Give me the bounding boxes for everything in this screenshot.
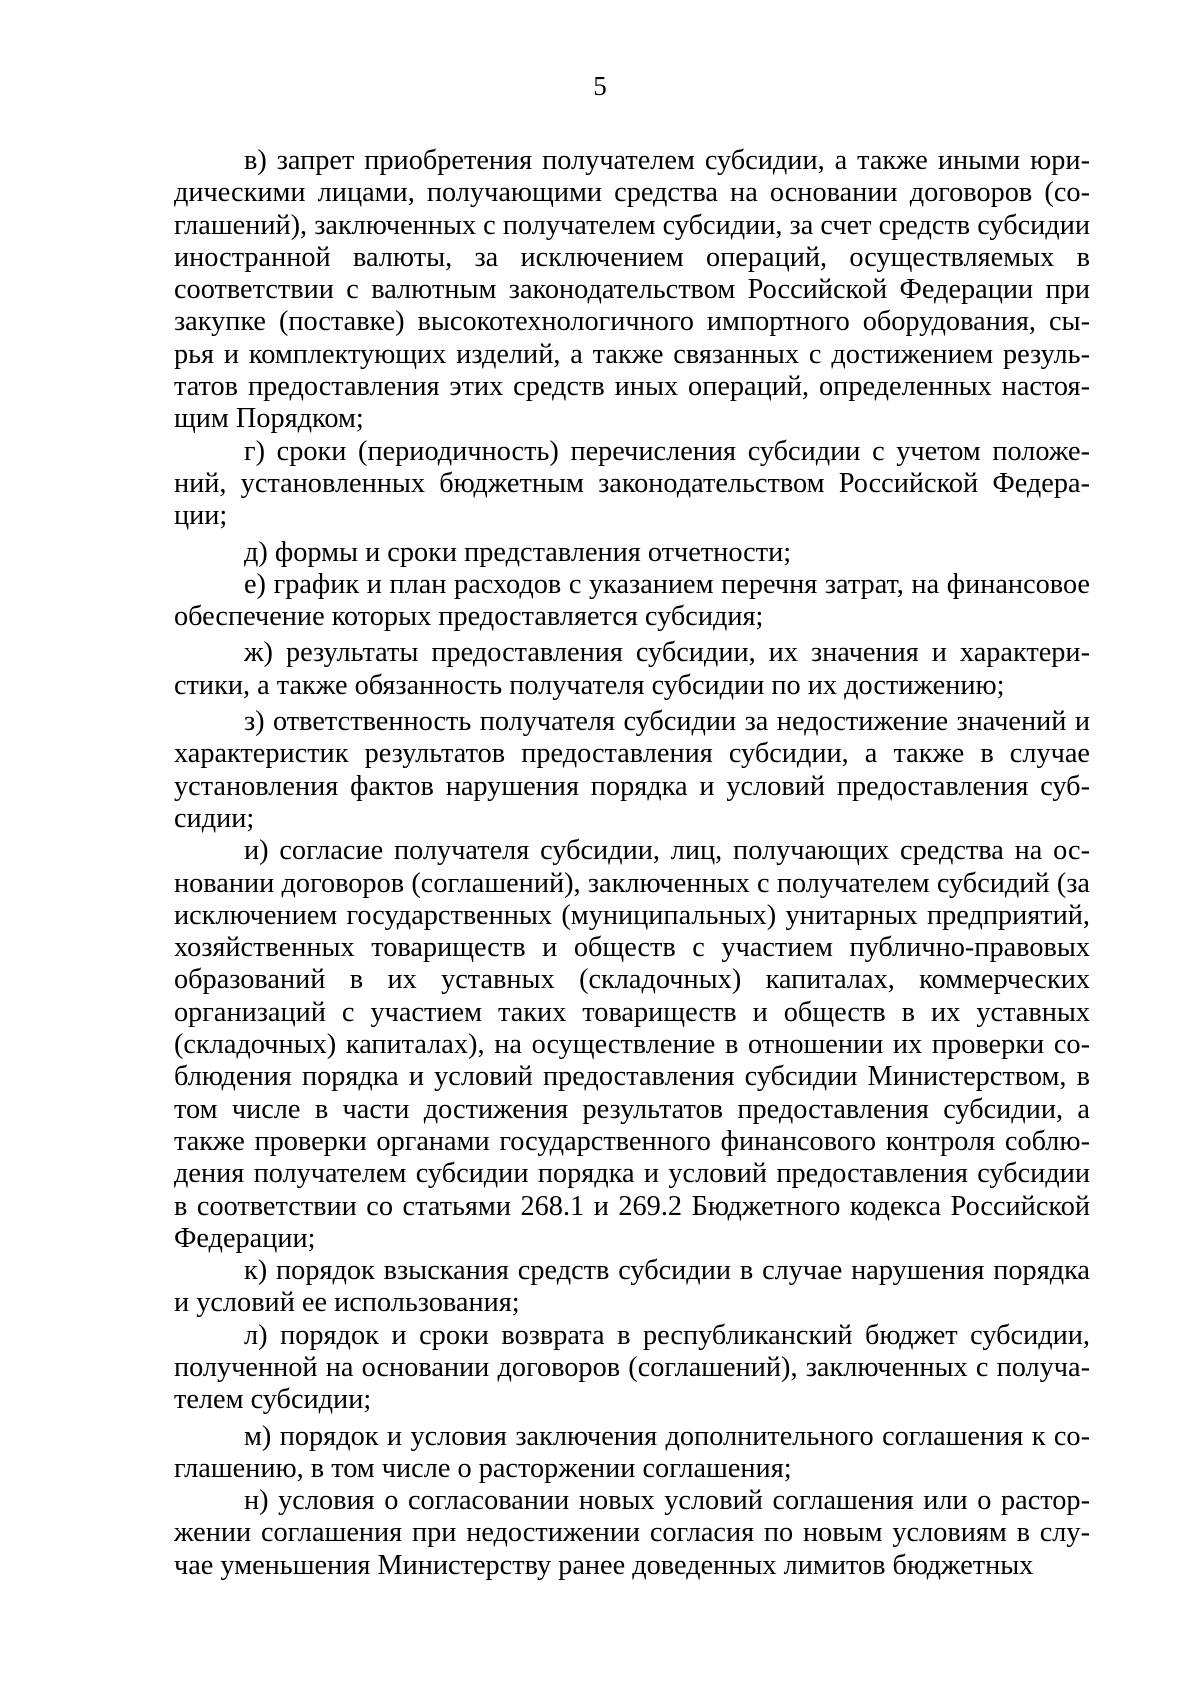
paragraph-d: д) формы и сроки представления отчетности; (244, 536, 792, 568)
paragraph-zh: ж) результаты предоставления субсидии, их значения и характеристики, а также обязанность получателя субсидии по их достижению; (174, 637, 1090, 701)
paragraph-l: л) порядок и сроки возврата в республиканский бюджет субсидии, полученной на основании договоров (соглашений), заключенных с получателем субсидии; (174, 1319, 1090, 1416)
paragraph-z: з) ответственность получателя субсидии за недостижение значений и характеристик результатов предоставления субсидии, а также в случае установления фактов нарушения порядка и условий предоставления субсидии; (174, 706, 1090, 834)
paragraph-n: н) условия о согласовании новых условий соглашения или о расторжении соглашения при недостижении согласия по новым условиям в случае уменьшения Министерству ранее доведенных лимитов бюджетных (174, 1485, 1090, 1581)
document-body (174, 145, 1090, 1582)
paragraph-g: г) сроки (периодичность) перечисления субсидии с учетом положений, установленных бюджетным законодательством Российской Федерации; (174, 435, 1090, 532)
paragraph-v: в) запрет приобретения получателем субсидии, а также иными юридическими лицами, получающими средства на основании договоров (соглашений), заключенных с получателем субсидии, за счет средств субсидии иностранной валюты, за исключением операций, осуществляемых в соответствии с валютным законодательством Российской Федерации при закупке (поставке) высокотехнологичного импортного оборудования, сырья и комплектующих изделий, а также связанных с достижением результатов предоставления этих средств иных операций, определенных настоящим Порядком; (174, 145, 1090, 435)
paragraph-e: е) график и план расходов с указанием перечня затрат, на финансовое обеспечение которых предоставляется субсидия; (174, 568, 1090, 633)
page-number: 5 (593, 71, 607, 101)
paragraph-k: к) порядок взыскания средств субсидии в случае нарушения порядка и условий ее использования; (174, 1255, 1090, 1319)
paragraph-m: м) порядок и условия заключения дополнительного соглашения к соглашению, в том числе о расторжении соглашения; (174, 1420, 1090, 1484)
paragraph-i: и) согласие получателя субсидии, лиц, получающих средства на основании договоров (соглашений), заключенных с получателем субсидий (за исключением государственных (муниципальных) унитарных предприятий, хозяйственных товариществ и обществ с участием публично-правовых образований в их уставных (складочных) капиталах, коммерческих организаций с участием таких товариществ и обществ в их уставных (складочных) капиталах), на осуществление в отношении их проверки соблюдения порядка и условий предоставления субсидии Министерством, в том числе в части достижения результатов предоставления субсидии, а также проверки органами государственного финансового контроля соблюдения получателем субсидии порядка и условий предоставления субсидии в соответствии со статьями 268.1 и 269.2 Бюджетного кодекса Российской Федерации; (174, 835, 1090, 1254)
